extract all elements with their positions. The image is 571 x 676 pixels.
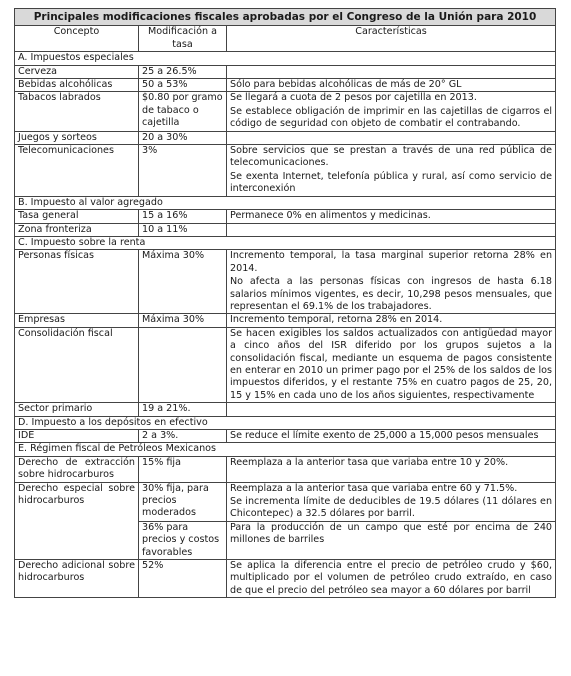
table-row: [15, 430, 556, 443]
row-concepto: IDE: [15, 430, 139, 443]
caracteristica-text: Reemplaza a la anterior tasa que variaba entre 60 y 71.5%.: [230, 482, 518, 494]
row-tasa: 10 a 11%: [139, 223, 227, 236]
row-caracteristicas: Incremento temporal, retorna 28% en 2014.: [227, 314, 556, 327]
row-tasa: [139, 327, 227, 402]
caracteristica-text: Sobre servicios que se prestan a través de una red pública de telecomunicaciones.: [230, 145, 553, 169]
row-caracteristicas: Se aplica la diferencia entre el precio de petróleo crudo y $60, multiplicado por el volumen de petróleo crudo extraído, en caso de que el precio del petróleo sea mayor a 60 dólares por barril: [227, 560, 556, 598]
table-row: [15, 250, 556, 314]
row-tasa: Máxima 30%: [139, 314, 227, 327]
section-impuestos-especiales: A. Impuestos especiales: [15, 52, 556, 65]
table-row: [15, 314, 556, 327]
row-concepto: Empresas: [15, 314, 139, 327]
row-caracteristicas: Sólo para bebidas alcohólicas de más de 20° GL: [227, 79, 556, 92]
row-concepto: Derecho especial sobre hidrocarburos: [15, 482, 139, 559]
row-tasa: 50 a 53%: [139, 79, 227, 92]
row-caracteristicas: Permanece 0% en alimentos y medicinas.: [227, 210, 556, 223]
table-title: Principales modificaciones fiscales aprobadas por el Congreso de la Unión para 2010: [15, 9, 556, 26]
caracteristica-text: No afecta a las personas físicas con ingresos de hasta 6.18 salarios mínimos vigentes, es decir, 10,298 pesos mensuales, que representan el 69.1% de los trabajadores.: [230, 276, 553, 312]
caracteristica-text: Incremento temporal, la tasa marginal superior retorna 28% en 2014.: [230, 250, 553, 274]
row-tasa: $0.80 por gramo de tabaco o cajetilla: [139, 92, 227, 131]
row-caracteristicas: [227, 250, 556, 314]
table-row: [15, 131, 556, 144]
row-tasa: 3%: [139, 145, 227, 197]
row-tasa: 20 a 30%: [139, 131, 227, 144]
row-concepto: Derecho adicional sobre hidrocarburos: [15, 560, 139, 598]
row-tasa: 25 a 26.5%: [139, 65, 227, 78]
row-caracteristicas: [227, 131, 556, 144]
row-caracteristicas: [227, 145, 556, 197]
row-caracteristicas: [227, 403, 556, 416]
row-tasa: 52%: [139, 560, 227, 598]
header-modificacion: Modificación a tasa: [139, 26, 227, 52]
section-ide: D. Impuesto a los depósitos en efectivo: [15, 416, 556, 429]
row-caracteristicas: [227, 92, 556, 131]
table-row: [15, 145, 556, 197]
row-caracteristicas: Se reduce el límite exento de 25,000 a 15,000 pesos mensuales: [227, 430, 556, 443]
table-row: [15, 482, 556, 521]
row-caracteristicas: [227, 223, 556, 236]
table-row: [15, 560, 556, 598]
row-concepto: Telecomunicaciones: [15, 145, 139, 197]
row-concepto: Sector primario: [15, 403, 139, 416]
row-tasa: 30% fija, para precios moderados: [139, 482, 227, 521]
row-concepto: Tasa general: [15, 210, 139, 223]
table-row: [15, 223, 556, 236]
caracteristica-text: Se establece obligación de imprimir en las cajetillas de cigarros el código de seguridad con objeto de combatir el contrabando.: [230, 105, 553, 130]
section-isr: C. Impuesto sobre la renta: [15, 236, 556, 249]
row-caracteristicas: Reemplaza a la anterior tasa que variaba entre 10 y 20%.: [227, 456, 556, 482]
row-concepto: Personas físicas: [15, 250, 139, 314]
row-concepto: Juegos y sorteos: [15, 131, 139, 144]
row-concepto: Cerveza: [15, 65, 139, 78]
table-row: [15, 92, 556, 131]
header-concepto: Concepto: [15, 26, 139, 52]
fiscal-modifications-table: [14, 8, 556, 598]
header-caracteristicas: Características: [227, 26, 556, 52]
row-concepto: Zona fronteriza: [15, 223, 139, 236]
caracteristica-text: Se llegará a cuota de 2 pesos por cajetilla en 2013.: [230, 92, 477, 104]
row-tasa: 36% para precios y costos favorables: [139, 521, 227, 559]
section-pemex: E. Régimen fiscal de Petróleos Mexicanos: [15, 443, 556, 456]
row-caracteristicas: [227, 65, 556, 78]
row-tasa: 15 a 16%: [139, 210, 227, 223]
row-tasa: 19 a 21%.: [139, 403, 227, 416]
row-caracteristicas: Para la producción de un campo que esté por encima de 240 millones de barriles: [227, 521, 556, 559]
row-tasa: 2 a 3%.: [139, 430, 227, 443]
table-row: [15, 403, 556, 416]
row-caracteristicas: Se hacen exigibles los saldos actualizados con antigüedad mayor a cinco años del ISR diferido por los grupos sujetos a la consolidación fiscal, mediante un esquema de pagos consistente en enterar en 2010 un primer pago por el 25% de los saldos de los impuestos diferidos, y el restante 75% en cuatro pagos de 25, 20, 15 y 15% en cada uno de los años siguientes, respectivamente: [227, 327, 556, 402]
row-concepto: Consolidación fiscal: [15, 327, 139, 402]
table-row: [15, 79, 556, 92]
caracteristica-text: Se incrementa límite de deducibles de 19.5 dólares (11 dólares en Chicontepec) a 32.5 dólares por barril.: [230, 496, 553, 520]
table-row: [15, 65, 556, 78]
table-row: [15, 327, 556, 402]
caracteristica-text: Se exenta Internet, telefonía pública y rural, así como servicio de interconexión: [230, 170, 553, 195]
table-row: [15, 210, 556, 223]
row-concepto: Bebidas alcohólicas: [15, 79, 139, 92]
row-concepto: Tabacos labrados: [15, 92, 139, 131]
row-tasa: 15% fija: [139, 456, 227, 482]
section-iva: B. Impuesto al valor agregado: [15, 196, 556, 209]
table-row: [15, 456, 556, 482]
row-concepto: Derecho de extracción sobre hidrocarburos: [15, 456, 139, 482]
row-tasa: Máxima 30%: [139, 250, 227, 314]
row-caracteristicas: [227, 482, 556, 521]
